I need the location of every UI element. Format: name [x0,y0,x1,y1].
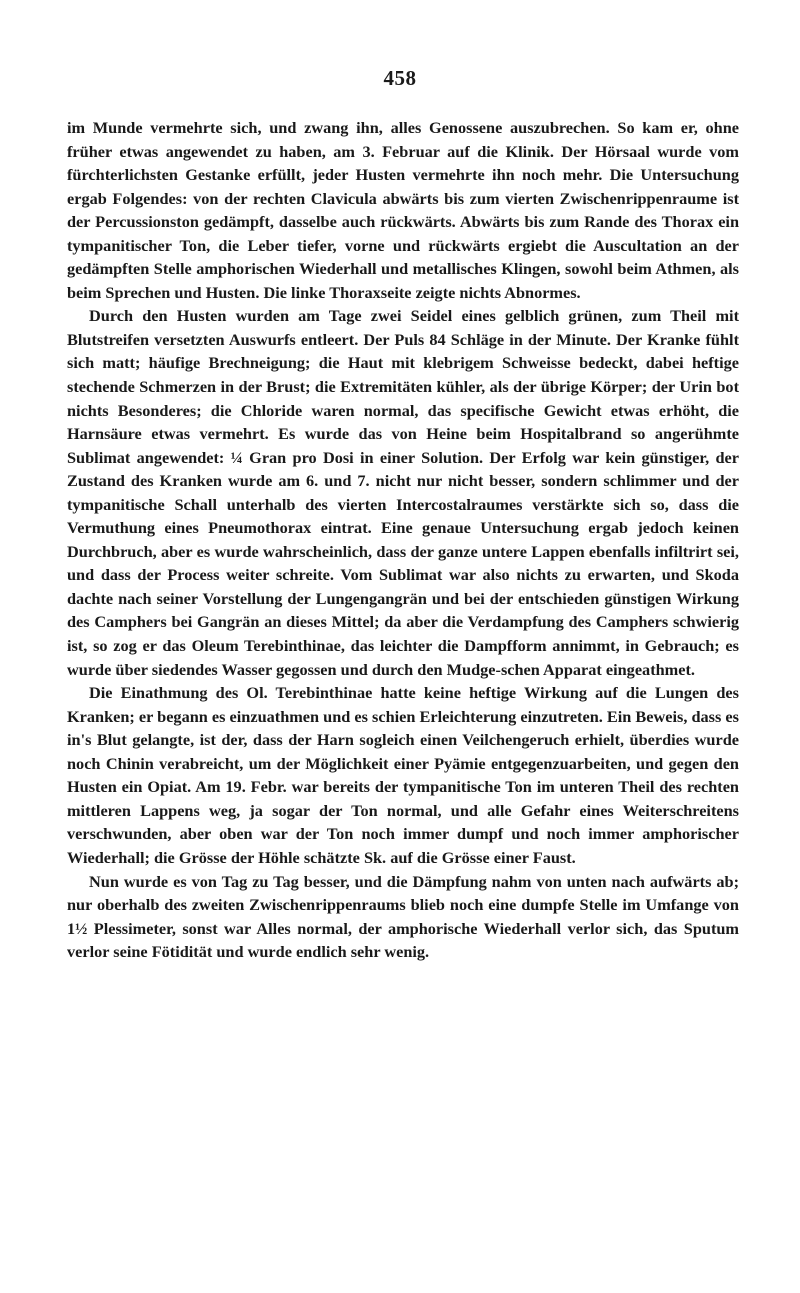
paragraph-1: im Munde vermehrte sich, und zwang ihn, alles Genossene auszubrechen. So kam er, ohne früher etwas angewendet zu haben, am 3. Februar auf die Klinik. Der Hörsaal wurde vom fürchterlichsten Gestanke erfüllt, jeder Husten vermehrte ihn noch mehr. Die Untersuchung ergab Folgendes: von der rechten Clavicula abwärts bis zum vierten Zwischenrippenraume ist der Percussionston gedämpft, dasselbe auch rückwärts. Abwärts bis zum Rande des Thorax ein tympanitischer Ton, die Leber tiefer, vorne und rückwärts ergiebt die Auscultation an der gedämpften Stelle amphorischen Wiederhall und metallisches Klingen, sowohl beim Athmen, als beim Sprechen und Husten. Die linke Thoraxseite zeigte nichts Abnormes. [67,118,739,302]
page-number: 458 [383,66,417,90]
paragraph-3: Die Einathmung des Ol. Terebinthinae hatte keine heftige Wirkung auf die Lungen des Kranken; er begann es einzuathmen und es schien Erleichterung einzutreten. Ein Beweis, dass es in's Blut gelangte, ist der, dass der Harn sogleich einen Veilchengeruch erhielt, überdies wurde noch Chinin verabreicht, um der Möglichkeit einer Pyämie entgegenzuarbeiten, und gegen den Husten ein Opiat. Am 19. Febr. war bereits der tympanitische Ton im unteren Theil des rechten mittleren Lappens weg, ja sogar der Ton normal, und alle Gefahr eines Weiterschreitens verschwunden, aber oben war der Ton noch immer dumpf und noch immer amphorischer Wiederhall; die Grösse der Höhle schätzte Sk. auf die Grösse einer Faust. [67,683,739,867]
paragraph-2: Durch den Husten wurden am Tage zwei Seidel eines gelblich grünen, zum Theil mit Blutstreifen versetzten Auswurfs entleert. Der Puls 84 Schläge in der Minute. Der Kranke fühlt sich matt; häufige Brechneigung; die Haut mit klebrigem Schweisse bedeckt, dabei heftige stechende Schmerzen in der Brust; die Extremitäten kühler, als der übrige Körper; der Urin bot nichts Besonderes; die Chloride waren normal, das specifische Gewicht etwas erhöht, die Harnsäure etwas vermehrt. Es wurde das von Heine beim Hospitalbrand so angerühmte Sublimat angewendet: ¼ Gran pro Dosi in einer Solution. Der Erfolg war kein günstiger, der Zustand des Kranken wurde am 6. und 7. nicht nur nicht besser, sondern schlimmer und der tympanitische Schall unterhalb des vierten Intercostalraumes verstärkte sich so, dass die Vermuthung eines Pneumothorax eintrat. Eine genaue Untersuchung ergab jedoch keinen Durchbruch, aber es wurde wahrscheinlich, dass der ganze untere Lappen ebenfalls infiltrirt sei, und dass der Process weiter schreite. Vom Sublimat war also nichts zu erwarten, und Skoda dachte nach seiner Vorstellung der Lungengangrän und bei der entschieden günstigen Wirkung des Camphers bei Gangrän an dieses Mittel; da aber die Verdampfung des Camphers schwierig ist, so zog er das Oleum Terebinthinae, das leichter die Dampfform annimmt, in Gebrauch; es wurde über siedendes Wasser gegossen und durch den Mudge-schen Apparat eingeathmet. [67,306,739,679]
body-text [67,116,739,964]
paragraph-4: Nun wurde es von Tag zu Tag besser, und die Dämpfung nahm von unten nach aufwärts ab; nur oberhalb des zweiten Zwischenrippenraums blieb noch eine dumpfe Stelle im Umfange von 1½ Plessimeter, sonst war Alles normal, der amphorische Wiederhall verlor sich, das Sputum verlor seine Fötidität und wurde endlich sehr wenig. [67,871,739,962]
